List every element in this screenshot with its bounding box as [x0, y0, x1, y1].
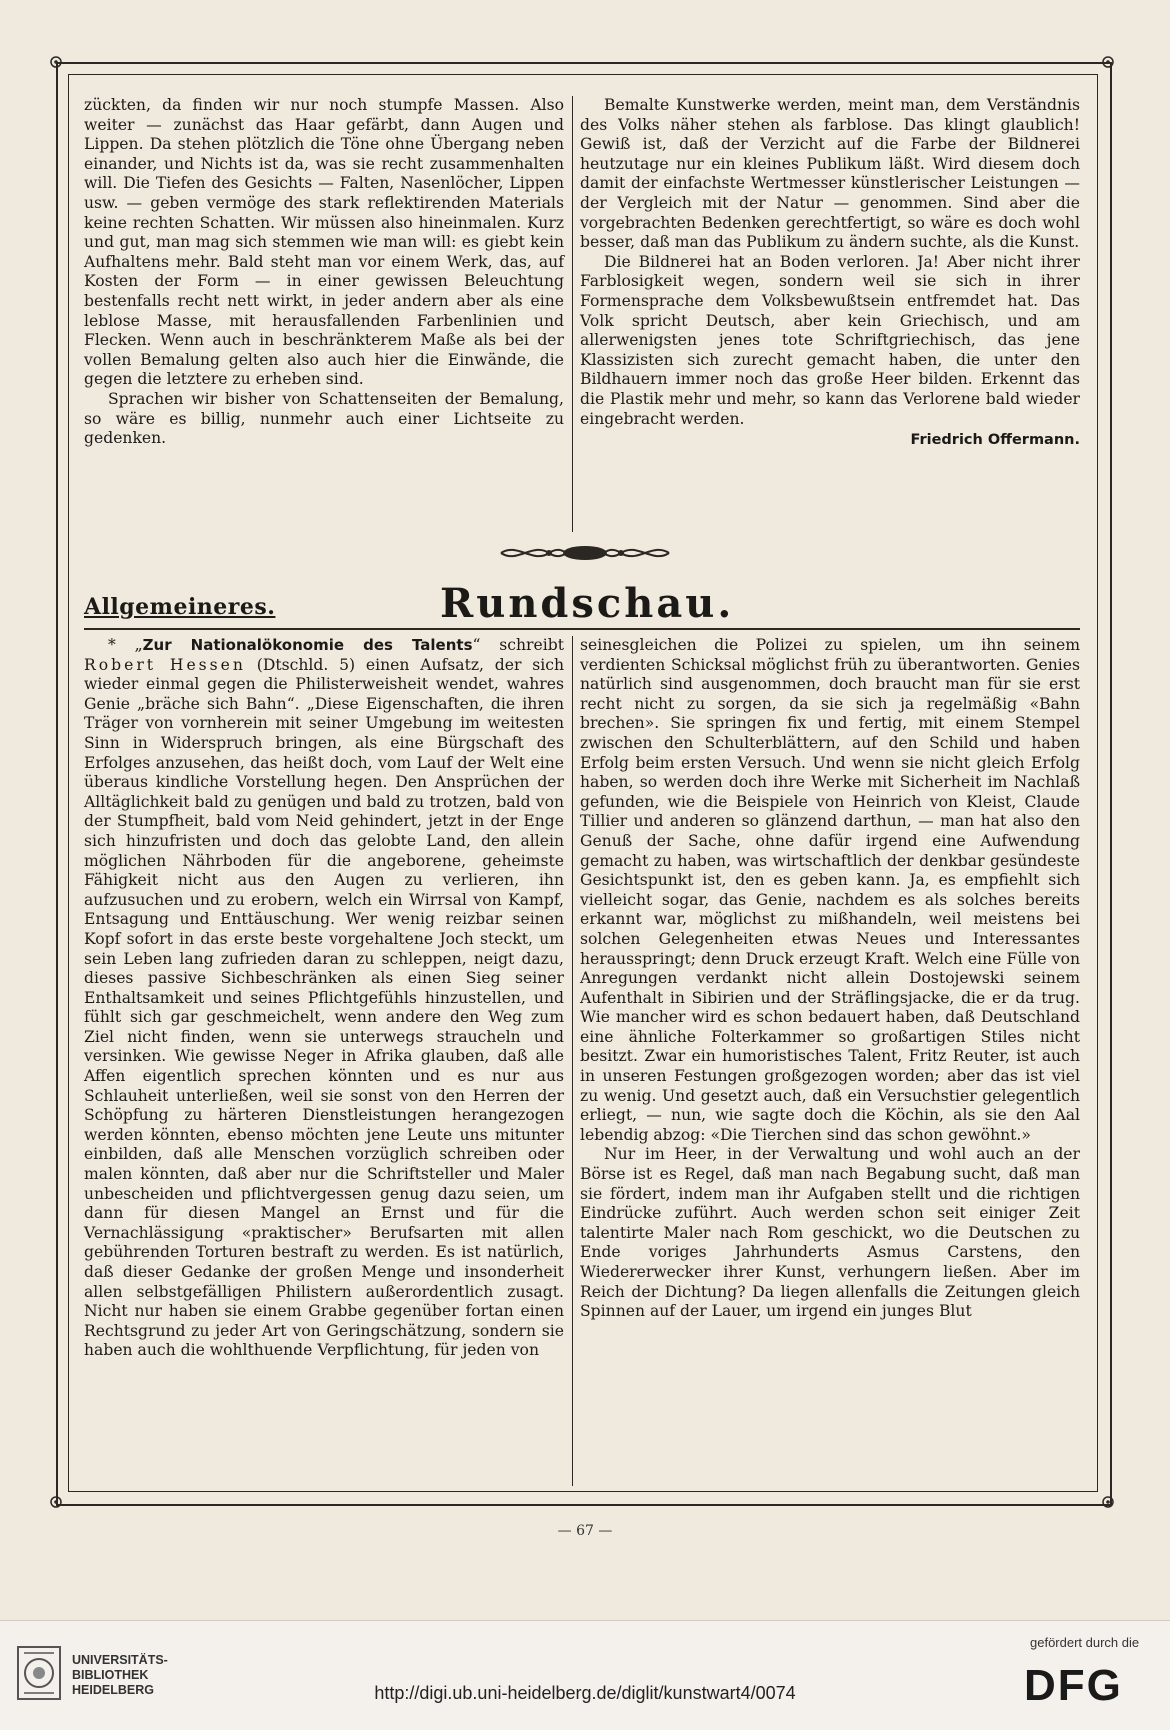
article-column-bottom-right: [580, 636, 1080, 1322]
paragraph: Sprachen wir bisher von Schattenseiten der Bemalung, so wäre es billig, nunmehr auch einer Lichtseite zu gedenken.: [84, 389, 564, 448]
headline-suffix: “: [472, 636, 481, 654]
paragraph: [84, 636, 564, 1361]
section-title: Rundschau.: [440, 580, 735, 627]
institution-line: UNIVERSITÄTS-: [72, 1653, 168, 1667]
column-divider: [572, 636, 573, 1486]
page-number: — 67 —: [557, 1523, 613, 1539]
funded-by-label: gefördert durch die: [1030, 1635, 1140, 1650]
column-divider: [572, 96, 573, 532]
article-headline: Zur Nationalökonomie des Talents: [142, 636, 473, 654]
headline-prefix: * „: [108, 636, 143, 654]
paragraph: zückten, da finden wir nur noch stumpfe Massen. Also weiter — zunächst das Haar gefärbt, dann Augen und Lippen. Da stehen plötzlich die Töne ohne Übergang neben einander, und Nichts ist da, was sie recht zusammenhalten will. Die Tiefen des Gesichts — Falten, Nasenlöcher, Lippen usw. — geben vermöge des stark reflektirenden Materials keine rechten Schatten. Wir müssen also hineinmalen. Kurz und gut, man mag sich stemmen wie man will: es giebt kein Aufhaltens mehr. Bald steht man vor einem Werk, das, auf Kosten der Form — in einer gewissen Beleuchtung bestenfalls recht nett wirkt, in jeder andern aber als eine leblose Masse, mit herausfallenden Farbenlinien und Flecken. Wenn auch in beschränkterem Maße als bei der vollen Bemalung gelten also auch hier die Einwände, die gegen die letztere zu erheben sind.: [84, 96, 564, 389]
article-column-bottom-left: [84, 636, 564, 1361]
source-url-link[interactable]: http://digi.ub.uni-heidelberg.de/diglit/kunstwart4/0074: [374, 1683, 796, 1703]
author-signature: Friedrich Offermann.: [910, 432, 1080, 449]
paragraph: Bemalte Kunstwerke werden, meint man, dem Verständnis des Volks näher stehen als farblose. Das klingt glaublich! Gewiß ist, daß der Verzicht auf die Farbe der Bildnerei heutzutage nur ein kleines Publikum läßt. Wird diesem doch damit der einfachste Wertmesser künstlerischer Leistungen — der Vergleich mit der Natur — genommen. Sind aber die vorgebrachten Bedenken gerechtfertigt, so wäre es doch wohl besser, daß man das Publikum zu ändern suchte, als die Kunst.: [580, 96, 1080, 252]
article-column-top-left: [84, 96, 564, 449]
title-rule: [84, 628, 1080, 630]
corner-ornament-icon: [1101, 55, 1115, 69]
section-label: Allgemeineres.: [84, 594, 276, 620]
author-intro: schreibt: [499, 636, 564, 654]
paragraph-body: (Dtschld. 5) einen Aufsatz, der sich wieder einmal gegen die Philisterweisheit wendet, wahres Genie „bräche sich Bahn“. „Diese Eigenschaften, die ihren Träger von vornherein mit seiner Umgebung im weitesten Sinn in Widerspruch bringen, als eine Bürgschaft des Erfolges anzusehen, das heißt doch, vom Lauf der Welt eine überaus kindliche Vorstellung hegen. Den Ansprüchen der Alltäglichkeit bald zu genügen und bald zu trotzen, bald von der Stumpfheit, bald vom Neid gehindert, jetzt in der Enge sich hinzufristen und doch das gelobte Land, den allein möglichen Nährboden für die angeborene, geheimste Fähigkeit nicht aus den Augen zu verlieren, ihn aufzusuchen und zu erobern, welch ein Wirrsal von Kampf, Entsagung und Enttäuschung. Wer wenig reizbar seinen Kopf sofort in das erste beste vorgehaltene Joch steckt, um sein Leben lang zufrieden daran zu schleppen, neigt dazu, dieses passive Sichbeschränken als einen Sieg seiner Enthaltsamkeit und seines Pflichtgefühls hinzustellen, und fühlt sich gar geschmeichelt, wenn andere den Weg zum Ziel nicht finden, wenn sie unterwegs straucheln und versinken. Wie gewisse Neger in Afrika glauben, daß alle Affen eigentlich sprechen könnten und es nur aus Schlauheit unterließen, weil sie sonst von den Herren der Schöpfung zu härteren Dienstleistungen herangezogen werden könnten, ebenso möchten jene Leute uns mitunter einbilden, daß alle Menschen vorzüglich schreiben oder malen könnten, daß aber nur die Schriftsteller und Maler unbescheiden und pflichtvergessen genug dazu seien, um dann für diesen Mangel an Ernst und für die Vernachlässigung «praktischer» Berufsarten mit allen gebührenden Torturen bestraft zu werden. Es ist natürlich, daß dieser Gedanke der großen Menge und insonderheit allen selbstgefälligen Philistern außerordentlich zusagt. Nicht nur haben sie einem Grabbe gegenüber fortan einen Rechtsgrund zu jeder Art von Geringschätzung, sondern sie haben auch die wohlthuende Verpflichtung, für jeden von: [84, 655, 565, 1360]
institution-line: HEIDELBERG: [72, 1683, 154, 1697]
paragraph: Nur im Heer, in der Verwaltung und wohl auch an der Börse ist es Regel, daß man nach Begabung sucht, daß man sie fördert, indem man ihr Aufgaben stellt und die richtigen Eindrücke zuführt. Auch werden schon seit einiger Zeit talentirte Maler nach Rom geschickt, wo die Deutschen zu Ende voriges Jahrhunderts Asmus Carstens, den Wiedererwecker ihrer Kunst, verhungern ließen. Aber im Reich der Dichtung? Da liegen allenfalls die Zeitungen gleich Spinnen auf der Lauer, um irgend ein junges Blut: [580, 1145, 1080, 1321]
funder-logo: DFG: [1024, 1661, 1123, 1710]
footer-bar: [0, 1620, 1170, 1730]
paragraph: Die Bildnerei hat an Boden verloren. Ja! Aber nicht ihrer Farblosigkeit wegen, sondern weil sie sich in ihrer Formensprache dem Volksbewußtsein entfremdet hat. Das Volk spricht Deutsch, aber kein Griechisch, und am allerwenigsten jenes tote Schriftgriechisch, das jene Klassizisten sich zurecht gemacht haben, die unter den Bildhauern immer noch das große Heer bilden. Erkennt das die Plastik mehr und mehr, so kann das Verlorene bald wieder eingebracht werden.: [580, 252, 1080, 428]
corner-ornament-icon: [1101, 1495, 1115, 1509]
decorative-ornament-icon: [497, 540, 673, 566]
article-column-top-right: [580, 96, 1080, 451]
institution-line: BIBLIOTHEK: [72, 1668, 149, 1682]
paragraph: seinesgleichen die Polizei zu spielen, um ihn seinem verdienten Schicksal möglichst früh zu überantworten. Genies natürlich sind ausgenommen, doch braucht man für sie erst recht nicht zu sorgen, da sie sich ja regelmäßig «Bahn brechen». Sie springen fix und fertig, mit einem Stempel zwischen den Schulterblättern, auf den Schild und haben Erfolg beim ersten Versuch. Und wenn sie nicht gleich Erfolg haben, so werden doch ihre Werke mit Sicherheit im Nachlaß gefunden, wie die Beispiele von Heinrich von Kleist, Claude Tillier und anderen so glänzend darthun, — man hat also den Genuß der Sache, ohne dafür irgend eine Aufwendung gemacht zu haben, was wirtschaftlich der denkbar gesündeste Gesichtspunkt ist, den es geben kann. Ja, es empfiehlt sich vielleicht sogar, das Genie, nachdem es als solches bereits erkannt war, möglichst zu mißhandeln, weil meistens bei solchen Gelegenheiten etwas Neues und Interessantes herausspringt; denn Druck erzeugt Kraft. Welch eine Fülle von Anregungen verdankt nicht allein Dostojewski seinem Aufenthalt in Sibirien und der Sträflingsjacke, die er da trug. Wie mancher wird es schon bedauert haben, daß Deutschland eine ähnliche Folterkammer so großartigen Stiles nicht besitzt. Zwar ein humoristisches Talent, Fritz Reuter, ist auch in unseren Festungen großgezogen worden; aber das ist viel zu wenig. Und gesetzt auch, daß ein Versuchstier gelegentlich erliegt, — nun, wie sagte doch die Köchin, als sie den Aal lebendig abzog: «Die Tierchen sind das schon gewöhnt.»: [580, 636, 1080, 1144]
corner-ornament-icon: [49, 1495, 63, 1509]
corner-ornament-icon: [49, 55, 63, 69]
author-name: Robert Hessen: [84, 655, 246, 674]
